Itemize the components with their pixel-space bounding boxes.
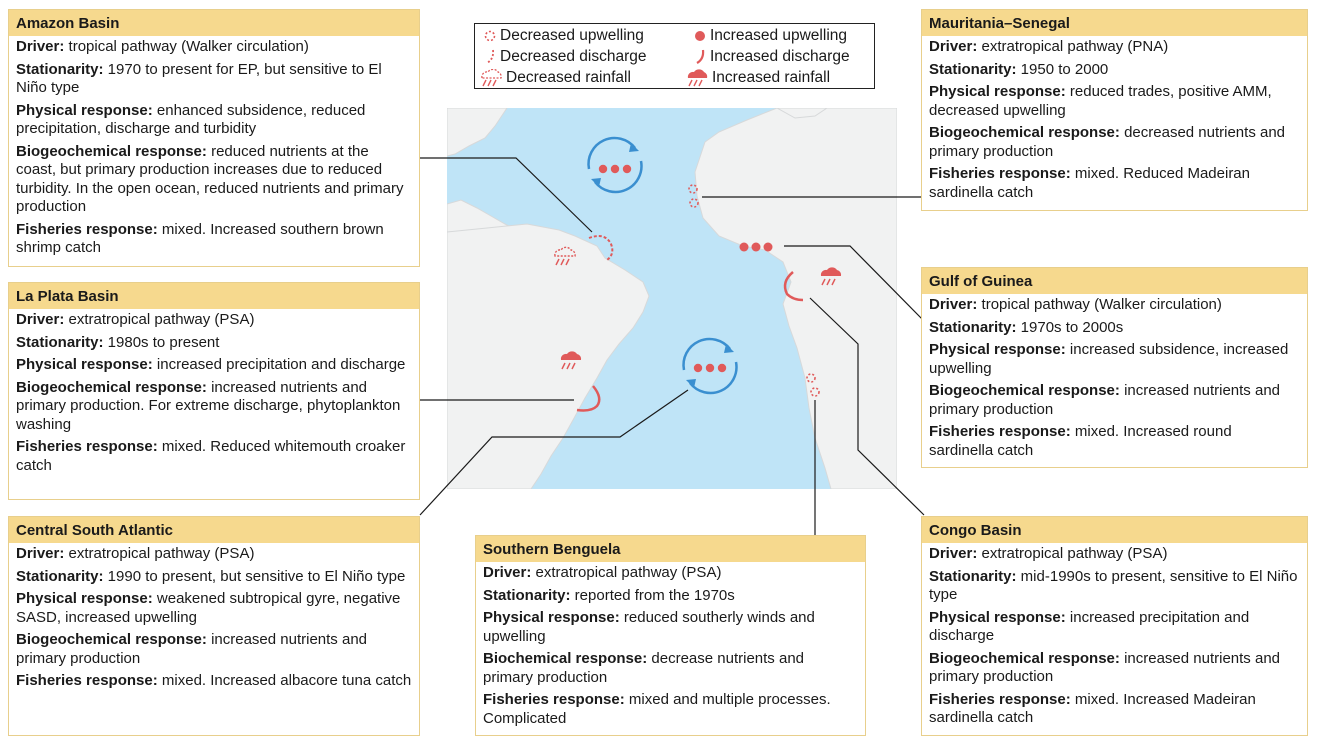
- fisheries-row: [483, 691, 858, 728]
- box-title: Gulf of Guinea: [922, 268, 1307, 294]
- box-title: Amazon Basin: [9, 10, 419, 36]
- physical-row: [483, 609, 858, 646]
- value: extratropical pathway (PSA): [977, 545, 1168, 562]
- label: Fisheries response:: [16, 438, 158, 455]
- label: Physical response:: [16, 590, 153, 607]
- box-amazon-basin: [8, 9, 420, 267]
- value: increased precipitation and discharge: [929, 608, 1250, 644]
- label: Biogeochemical response:: [16, 142, 207, 160]
- value: increased nutrients and primary production: [929, 649, 1281, 685]
- label: Stationarity:: [929, 567, 1017, 585]
- label: Biogeochemical response:: [16, 631, 207, 648]
- value: extratropical pathway (PSA): [531, 564, 722, 581]
- legend-label: Increased rainfall: [712, 69, 831, 86]
- legend: [474, 23, 875, 89]
- legend-label: Increased discharge: [710, 48, 850, 65]
- guinea-increased-upwelling: [740, 243, 773, 252]
- label: Physical response:: [929, 341, 1066, 358]
- biogeochemical-row: [16, 631, 412, 668]
- value: enhanced subsidence, reduced precipitation, discharge and turbidity: [16, 101, 366, 137]
- value: decreased nutrients and primary production: [929, 124, 1286, 160]
- value: increased nutrients and primary production: [929, 382, 1281, 418]
- physical-row: [16, 102, 412, 139]
- label: Stationarity:: [929, 60, 1017, 78]
- value: mixed and multiple processes. Complicated: [483, 691, 831, 727]
- label: Stationarity:: [483, 586, 571, 604]
- legend-decreased-discharge: [483, 48, 646, 66]
- fisheries-row: [16, 438, 412, 475]
- value: increased subsidence, increased upwelling: [929, 341, 1289, 377]
- box-title: Mauritania–Senegal: [922, 10, 1307, 36]
- driver-row: [483, 564, 858, 583]
- legend-increased-rainfall: [685, 69, 830, 87]
- south-atlantic-gyre: [684, 339, 737, 393]
- legend-decreased-rainfall: [479, 69, 631, 87]
- value: mixed. Increased Madeiran sardinella catch: [929, 690, 1256, 726]
- box-la-plata-basin: [8, 282, 420, 500]
- value: 1970 to present for EP, but sensitive to El Niño type: [16, 60, 382, 96]
- box-title: Central South Atlantic: [9, 517, 419, 543]
- value: extratropical pathway (PSA): [64, 311, 255, 328]
- box-congo-basin: [921, 516, 1308, 736]
- fisheries-row: [16, 672, 412, 691]
- legend-label: Increased upwelling: [710, 27, 848, 44]
- driver-row: [16, 311, 412, 330]
- increased-discharge-icon: [693, 49, 707, 65]
- box-gulf-of-guinea: [921, 267, 1308, 468]
- value: reported from the 1970s: [570, 586, 735, 604]
- box-title: Southern Benguela: [476, 536, 865, 562]
- stationarity-row: [929, 319, 1300, 338]
- stationarity-row: [929, 61, 1300, 80]
- biogeochemical-row: [929, 650, 1300, 687]
- value: 1950 to 2000: [1016, 60, 1109, 78]
- value: mixed. Reduced Madeiran sardinella catch: [929, 165, 1250, 201]
- label: Biogeochemical response:: [929, 124, 1120, 141]
- value: reduced trades, positive AMM, decreased upwelling: [929, 83, 1272, 119]
- value: extratropical pathway (PNA): [977, 38, 1169, 55]
- label: Biogeochemical response:: [16, 378, 207, 396]
- box-central-south-atlantic: [8, 516, 420, 736]
- map-graphic: [447, 108, 897, 489]
- label: Fisheries response:: [16, 220, 158, 238]
- physical-row: [929, 609, 1300, 646]
- legend-decreased-upwelling: [483, 27, 644, 45]
- biogeochemical-row: [16, 143, 412, 217]
- biochemical-row: [483, 650, 858, 687]
- label: Fisheries response:: [929, 690, 1071, 708]
- value: decrease nutrients and primary production: [483, 650, 805, 686]
- label: Driver:: [929, 545, 978, 562]
- decreased-upwelling-icon: [483, 29, 497, 43]
- value: extratropical pathway (PSA): [64, 545, 255, 562]
- stationarity-row: [483, 587, 858, 606]
- value: increased nutrients and primary production: [16, 631, 368, 667]
- label: Stationarity:: [16, 567, 104, 585]
- box-southern-benguela: [475, 535, 866, 736]
- biogeochemical-row: [929, 124, 1300, 161]
- label: Physical response:: [16, 356, 153, 373]
- physical-row: [16, 590, 412, 627]
- legend-label: Decreased discharge: [500, 48, 647, 65]
- legend-label: Decreased upwelling: [500, 27, 644, 44]
- physical-row: [929, 83, 1300, 120]
- fisheries-row: [929, 165, 1300, 202]
- increased-rainfall-icon: [685, 69, 709, 87]
- label: Driver:: [16, 545, 65, 562]
- stationarity-row: [16, 334, 412, 353]
- label: Physical response:: [483, 609, 620, 626]
- box-title: Congo Basin: [922, 517, 1307, 543]
- value: mixed. Reduced whitemouth croaker catch: [16, 438, 406, 474]
- driver-row: [16, 545, 412, 564]
- fisheries-row: [929, 423, 1300, 460]
- label: Driver:: [929, 38, 978, 55]
- increased-upwelling-icon: [693, 29, 707, 43]
- decreased-discharge-icon: [483, 49, 497, 65]
- legend-increased-discharge: [693, 48, 850, 66]
- legend-label: Decreased rainfall: [506, 69, 631, 86]
- label: Biogeochemical response:: [929, 649, 1120, 667]
- value: reduced southerly winds and upwelling: [483, 609, 815, 645]
- label: Fisheries response:: [929, 423, 1071, 440]
- north-america-land: [447, 108, 507, 156]
- label: Fisheries response:: [16, 672, 158, 689]
- value: mixed. Increased round sardinella catch: [929, 423, 1232, 459]
- value: increased nutrients and primary production. For extreme discharge, phytoplankton washing: [16, 378, 401, 433]
- value: 1980s to present: [103, 333, 220, 351]
- north-atlantic-gyre: [589, 138, 642, 192]
- value: 1970s to 2000s: [1016, 318, 1124, 336]
- label: Stationarity:: [16, 60, 104, 78]
- stationarity-row: [929, 568, 1300, 605]
- physical-row: [16, 356, 412, 375]
- atlantic-map: [447, 108, 897, 489]
- box-title: La Plata Basin: [9, 283, 419, 309]
- value: tropical pathway (Walker circulation): [64, 38, 309, 55]
- label: Biogeochemical response:: [929, 382, 1120, 399]
- legend-increased-upwelling: [693, 27, 847, 45]
- label: Driver:: [16, 38, 65, 55]
- stationarity-row: [16, 568, 412, 587]
- fisheries-row: [929, 691, 1300, 728]
- driver-row: [929, 545, 1300, 564]
- value: mixed. Increased albacore tuna catch: [157, 672, 412, 689]
- driver-row: [929, 38, 1300, 57]
- stationarity-row: [16, 61, 412, 98]
- value: reduced nutrients at the coast, but primary production increases due to reduced turbidity. In the open ocean, reduced nutrients and primary production: [16, 142, 404, 215]
- value: weakened subtropical gyre, negative SASD, increased upwelling: [16, 590, 401, 626]
- value: tropical pathway (Walker circulation): [977, 296, 1222, 313]
- label: Driver:: [929, 296, 978, 313]
- label: Driver:: [16, 311, 65, 328]
- label: Fisheries response:: [483, 691, 625, 708]
- fisheries-row: [16, 221, 412, 258]
- box-mauritania-senegal: [921, 9, 1308, 211]
- driver-row: [929, 296, 1300, 315]
- physical-row: [929, 341, 1300, 378]
- label: Fisheries response:: [929, 165, 1071, 182]
- label: Physical response:: [16, 101, 153, 119]
- biogeochemical-row: [929, 382, 1300, 419]
- label: Physical response:: [929, 83, 1066, 100]
- label: Stationarity:: [16, 333, 104, 351]
- south-america-land: [447, 224, 649, 489]
- value: 1990 to present, but sensitive to El Niño type: [103, 567, 406, 585]
- label: Driver:: [483, 564, 532, 581]
- value: mixed. Increased southern brown shrimp catch: [16, 220, 384, 256]
- decreased-rainfall-icon: [479, 69, 503, 87]
- biogeochemical-row: [16, 379, 412, 435]
- label: Biochemical response:: [483, 650, 648, 667]
- label: Physical response:: [929, 608, 1066, 626]
- label: Stationarity:: [929, 318, 1017, 336]
- value: mid-1990s to present, sensitive to El Niño type: [929, 567, 1298, 603]
- value: increased precipitation and discharge: [152, 356, 406, 373]
- driver-row: [16, 38, 412, 57]
